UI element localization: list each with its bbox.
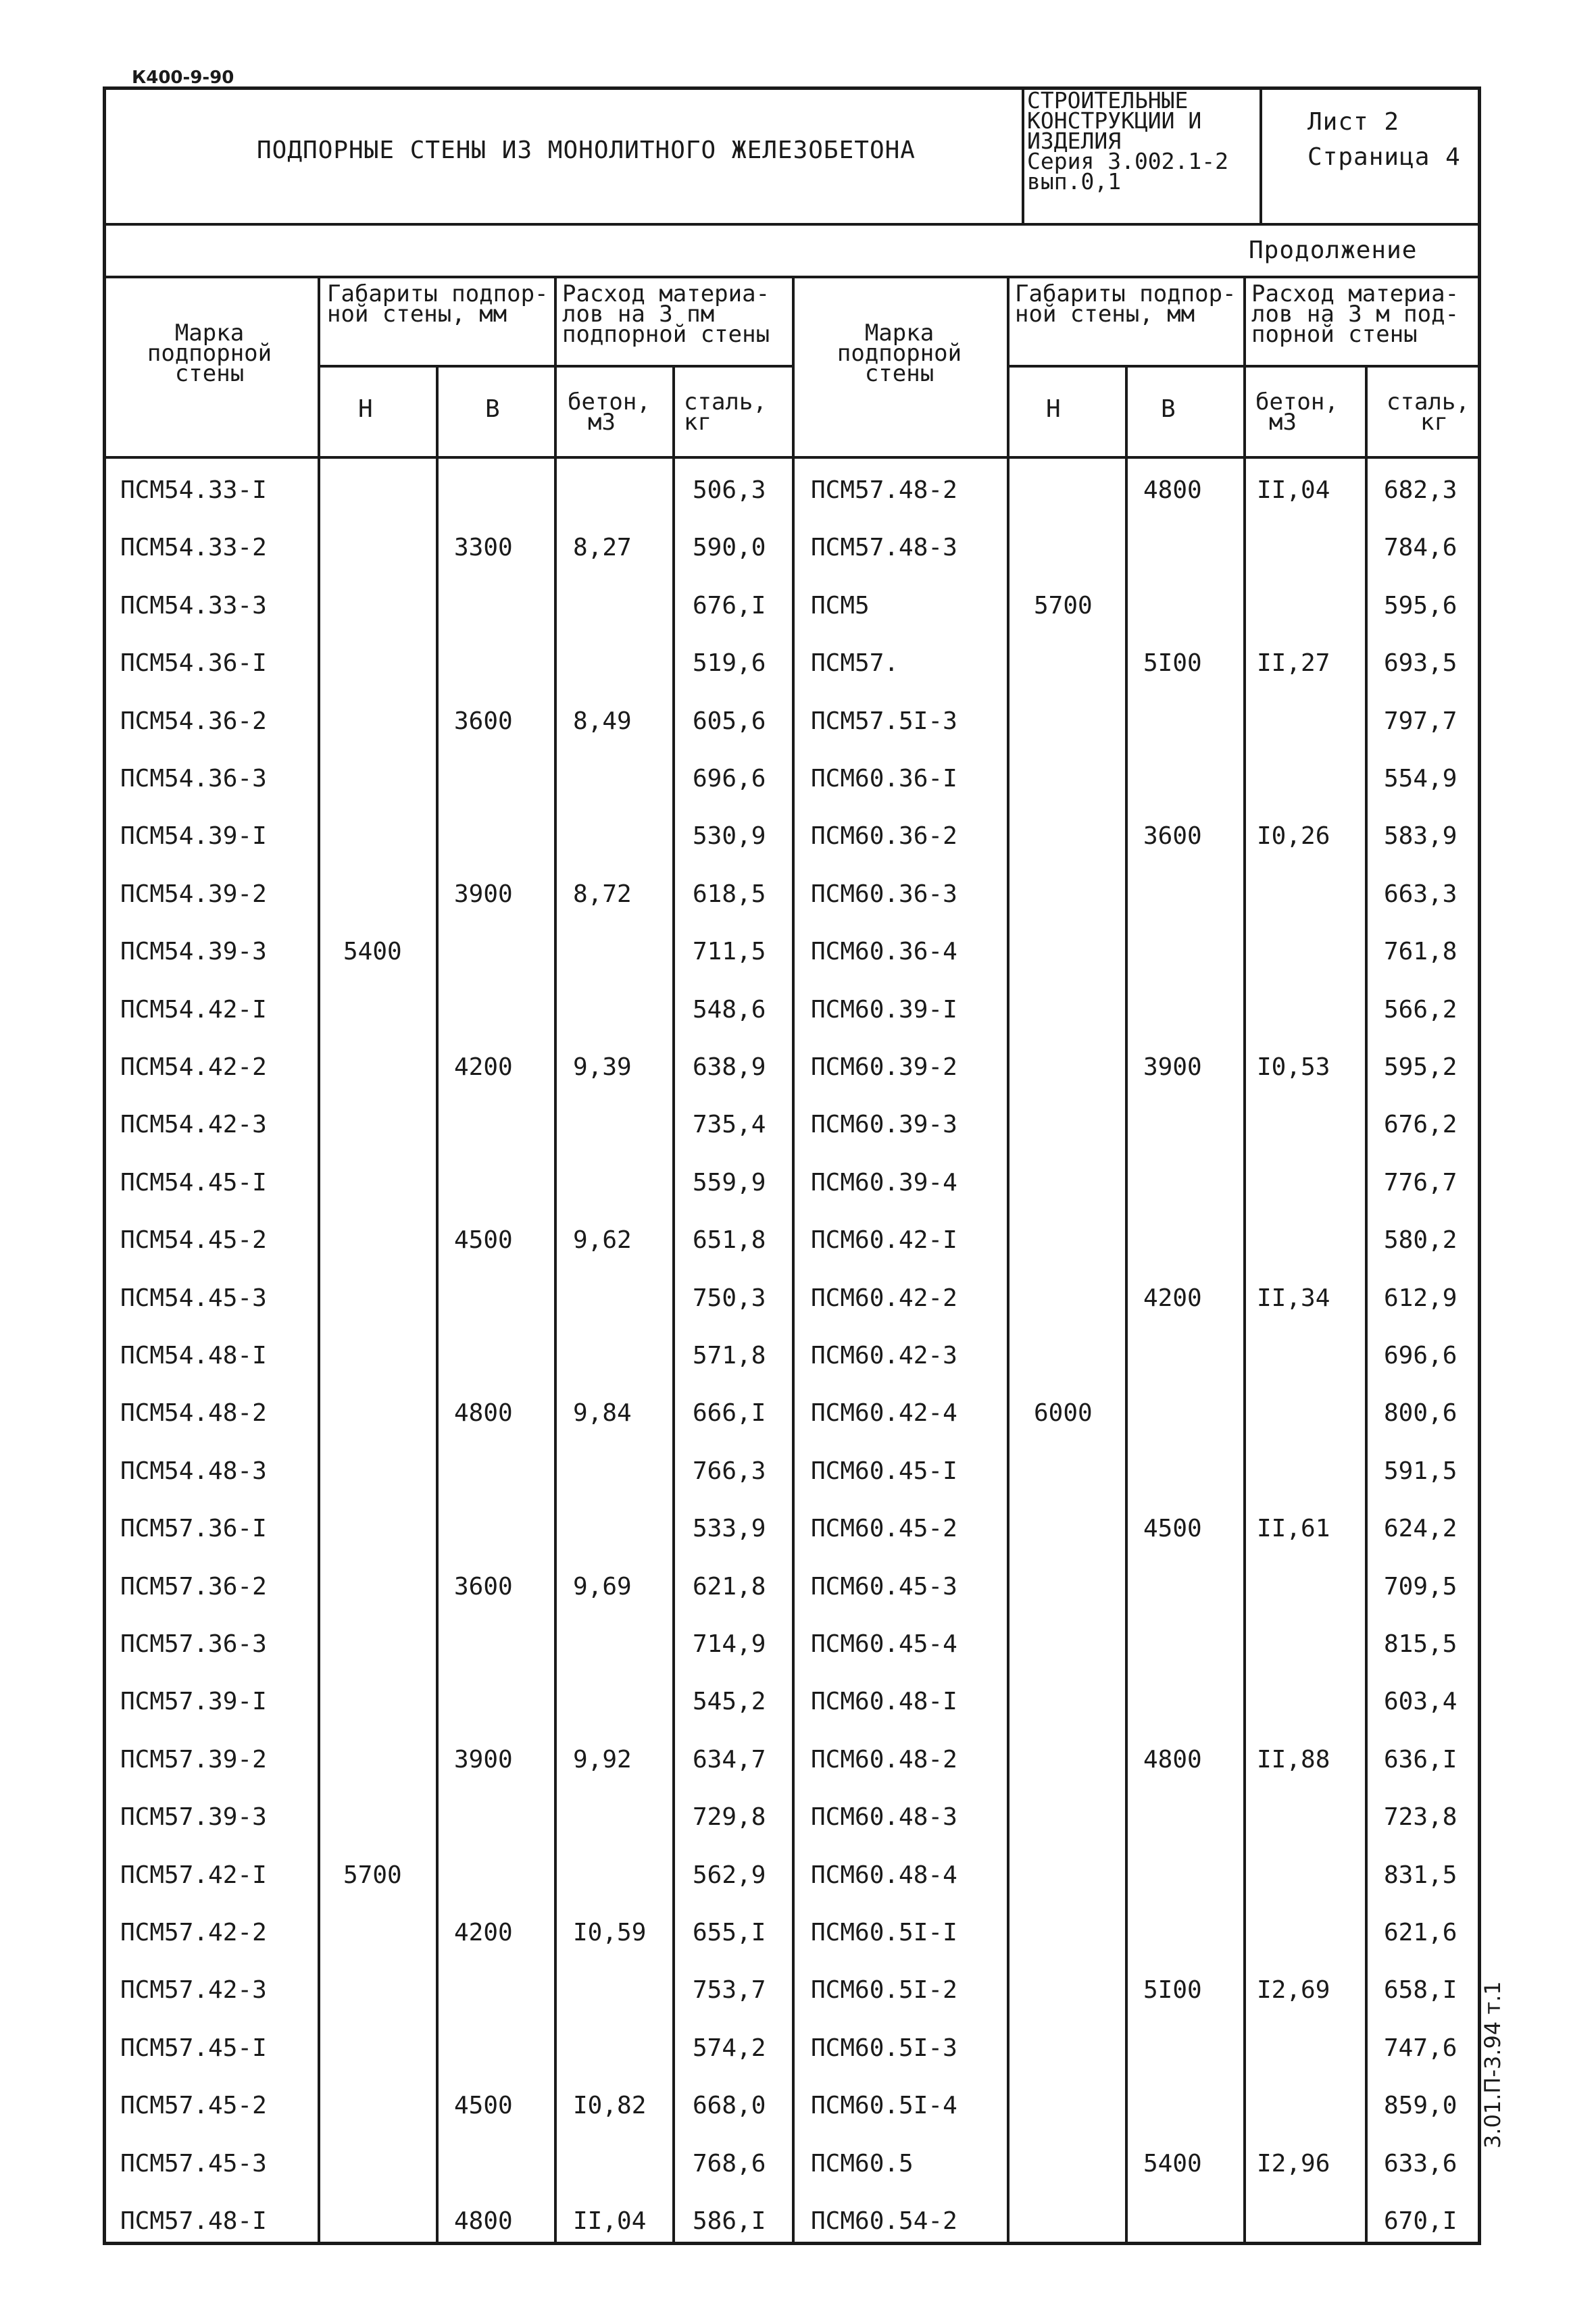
header-text: сталь, (684, 388, 767, 416)
mark-cell: ПСМ57.42-2 (120, 1919, 267, 1946)
mark-cell: ПСМ54.36-I (120, 649, 267, 678)
col-line (1125, 365, 1128, 2243)
col-line (1243, 276, 1246, 2243)
series-line: КОНСТРУКЦИИ И (1027, 107, 1202, 134)
concrete-cell: 8,27 (573, 534, 632, 562)
cons-header-right (1251, 280, 1460, 348)
series-line: СТРОИТЕЛЬНЫЕ (1027, 87, 1189, 114)
concrete-header-right (1255, 388, 1339, 436)
b-cell: 4500 (454, 1226, 513, 1255)
mark-cell: ПСМ57.39-3 (120, 1803, 267, 1832)
col-line (1365, 365, 1368, 2243)
mark-cell: ПСМ60.5I-4 (811, 2092, 957, 2120)
mark-header-right (797, 320, 1001, 387)
mark-cell: ПСМ54.45-3 (120, 1284, 267, 1312)
steel-cell: 624,2 (1384, 1515, 1457, 1543)
b-cell: 4200 (454, 1919, 513, 1946)
mark-cell: ПСМ57.45-I (120, 2034, 267, 2062)
header-text: стены (174, 360, 245, 387)
mark-cell: ПСМ54.48-3 (120, 1457, 267, 1485)
h-cell: 5400 (343, 938, 402, 966)
mark-cell: ПСМ54.39-I (120, 822, 267, 851)
steel-cell: 800,6 (1384, 1399, 1457, 1428)
mark-cell: ПСМ60.45-3 (811, 1572, 957, 1601)
steel-cell: 583,9 (1384, 822, 1457, 851)
steel-cell: 784,6 (1384, 534, 1457, 562)
mark-cell: ПСМ57.36-2 (120, 1572, 267, 1601)
steel-cell: 530,9 (693, 822, 766, 851)
steel-cell: 580,2 (1384, 1226, 1457, 1255)
steel-cell: 506,3 (693, 476, 766, 504)
series-line: ИЗДЕЛИЯ (1027, 128, 1122, 154)
steel-cell: 776,7 (1384, 1168, 1457, 1197)
steel-cell: 714,9 (693, 1630, 766, 1658)
header-text: подпорной (837, 340, 962, 367)
steel-cell: 729,8 (693, 1803, 766, 1832)
steel-header-right (1387, 388, 1470, 436)
header-divider (103, 223, 1481, 226)
b-cell: 4800 (1143, 1745, 1202, 1774)
mark-cell: ПСМ60.45-I (811, 1457, 957, 1485)
mark-cell: ПСМ60.48-I (811, 1688, 957, 1716)
h-cell: 6000 (1034, 1399, 1093, 1428)
mark-cell: ПСМ60.42-4 (811, 1399, 957, 1428)
steel-cell: 651,8 (693, 1226, 766, 1255)
steel-cell: 668,0 (693, 2092, 766, 2120)
mark-cell: ПСМ60.42-2 (811, 1284, 957, 1312)
cons-header-left (562, 280, 770, 348)
mark-cell: ПСМ54.42-3 (120, 1111, 267, 1139)
steel-cell: 603,4 (1384, 1688, 1457, 1716)
mark-cell: ПСМ60.5I-2 (811, 1976, 957, 2005)
header-text: бетон, (1255, 388, 1339, 416)
series-line: вып.0,1 (1027, 168, 1122, 195)
concrete-cell: II,27 (1257, 649, 1330, 678)
steel-cell: 621,8 (693, 1572, 766, 1601)
header-text: кг (1420, 409, 1448, 436)
mark-cell: ПСМ54.36-2 (120, 707, 267, 735)
steel-cell: 618,5 (693, 880, 766, 908)
b-cell: 3600 (1143, 822, 1202, 851)
steel-cell: 595,2 (1384, 1053, 1457, 1081)
col-line (436, 365, 439, 2243)
steel-cell: 533,9 (693, 1515, 766, 1543)
mark-cell: ПСМ60.36-2 (811, 822, 957, 851)
steel-cell: 638,9 (693, 1053, 766, 1081)
steel-cell: 797,7 (1384, 707, 1457, 735)
header-text: бетон, (568, 388, 651, 416)
col-line (318, 276, 320, 2243)
header-text: Расход материа- (562, 280, 770, 307)
mark-cell: ПСМ57.36-I (120, 1515, 267, 1543)
dims-header-left (327, 280, 549, 328)
header-text: ной стены, мм (1015, 301, 1195, 328)
continuation-label: Продолжение (1249, 236, 1418, 264)
mark-cell: ПСМ57.45-2 (120, 2092, 267, 2120)
steel-cell: 693,5 (1384, 649, 1457, 678)
concrete-cell: 9,39 (573, 1053, 632, 1081)
b-cell: 3900 (1143, 1053, 1202, 1081)
mark-cell: ПСМ60.48-3 (811, 1803, 957, 1832)
b-cell: 3600 (454, 1572, 513, 1601)
steel-cell: 590,0 (693, 534, 766, 562)
side-reference-code: 3.01.П-3.94 т.1 (1480, 1981, 1505, 2148)
title-divider (1022, 86, 1024, 224)
header-text: м3 (1269, 409, 1297, 436)
b-cell: 3300 (454, 534, 513, 562)
concrete-cell: 9,62 (573, 1226, 632, 1255)
b-header-left: В (485, 395, 501, 423)
steel-cell: 633,6 (1384, 2149, 1457, 2178)
concrete-cell: 9,84 (573, 1399, 632, 1428)
steel-cell: 766,3 (693, 1457, 766, 1485)
document-code: К400-9-90 (132, 68, 234, 88)
header-text: подпорной стены (562, 321, 770, 348)
header-text: сталь, (1387, 388, 1470, 416)
mark-cell: ПСМ60.42-I (811, 1226, 957, 1255)
mark-cell: ПСМ57.48-2 (811, 476, 957, 504)
sheet-number: Лист 2 (1307, 108, 1400, 136)
steel-cell: 761,8 (1384, 938, 1457, 966)
concrete-cell: I0,82 (573, 2092, 647, 2120)
concrete-cell: I2,96 (1257, 2149, 1330, 2178)
steel-cell: 586,I (693, 2207, 766, 2235)
document-title: ПОДПОРНЫЕ СТЕНЫ ИЗ МОНОЛИТНОГО ЖЕЛЕЗОБЕТОНА (257, 136, 916, 164)
steel-cell: 655,I (693, 1919, 766, 1946)
mark-cell: ПСМ54.33-3 (120, 591, 267, 620)
concrete-cell: II,04 (1257, 476, 1330, 504)
mark-cell: ПСМ54.39-2 (120, 880, 267, 908)
header-text: м3 (588, 409, 616, 436)
concrete-header-left (568, 388, 651, 436)
mark-cell: ПСМ57.48-3 (811, 534, 957, 562)
mark-cell: ПСМ54.33-I (120, 476, 267, 504)
header-text: Марка (864, 320, 934, 347)
concrete-cell: II,34 (1257, 1284, 1330, 1312)
series-block (1027, 87, 1229, 195)
b-cell: 3900 (454, 880, 513, 908)
concrete-cell: 8,72 (573, 880, 632, 908)
b-cell: 4800 (454, 2207, 513, 2235)
col-line (1007, 276, 1009, 2243)
b-cell: 4200 (1143, 1284, 1202, 1312)
steel-cell: 566,2 (1384, 995, 1457, 1024)
steel-cell: 682,3 (1384, 476, 1457, 504)
mark-cell: ПСМ60.39-2 (811, 1053, 957, 1081)
mark-header-left (108, 320, 311, 387)
h-header-left: Н (358, 395, 374, 423)
series-line: Серия 3.002.1-2 (1027, 148, 1229, 174)
steel-cell: 859,0 (1384, 2092, 1457, 2120)
steel-cell: 711,5 (693, 938, 766, 966)
mark-cell: ПСМ57.39-I (120, 1688, 267, 1716)
b-cell: 4800 (454, 1399, 513, 1428)
h-cell: 5700 (1034, 591, 1093, 620)
col-line (554, 276, 557, 2243)
header-text: Расход материа- (1251, 280, 1460, 307)
steel-header-left (684, 388, 767, 436)
steel-cell: 595,6 (1384, 591, 1457, 620)
b-header-right: В (1161, 395, 1176, 423)
concrete-cell: I0,26 (1257, 822, 1330, 851)
mark-cell: ПСМ54.45-2 (120, 1226, 267, 1255)
steel-cell: 591,5 (1384, 1457, 1457, 1485)
mark-cell: ПСМ54.39-3 (120, 938, 267, 966)
mark-cell: ПСМ60.5I-I (811, 1919, 957, 1946)
steel-cell: 676,2 (1384, 1111, 1457, 1139)
header-text: ной стены, мм (327, 301, 507, 328)
concrete-cell: II,88 (1257, 1745, 1330, 1774)
mark-cell: ПСМ54.42-2 (120, 1053, 267, 1081)
mark-cell: ПСМ60.45-2 (811, 1515, 957, 1543)
mark-cell: ПСМ60.5I-3 (811, 2034, 957, 2062)
header-text: порной стены (1251, 321, 1418, 348)
steel-cell: 636,I (1384, 1745, 1457, 1774)
mark-cell: ПСМ54.36-3 (120, 765, 267, 793)
header-text: лов на 3 пм (562, 301, 715, 328)
steel-cell: 696,6 (1384, 1342, 1457, 1369)
sheet-divider (1260, 86, 1262, 224)
steel-cell: 658,I (1384, 1976, 1457, 2005)
steel-cell: 612,9 (1384, 1284, 1457, 1312)
steel-cell: 670,I (1384, 2207, 1457, 2235)
steel-cell: 519,6 (693, 649, 766, 678)
b-cell: 4200 (454, 1053, 513, 1081)
steel-cell: 545,2 (693, 1688, 766, 1716)
header-text: кг (684, 409, 712, 436)
mark-cell: ПСМ57.39-2 (120, 1745, 267, 1774)
b-cell: 4800 (1143, 476, 1202, 504)
mark-cell: ПСМ60.39-4 (811, 1168, 957, 1197)
steel-cell: 548,6 (693, 995, 766, 1024)
mark-cell: ПСМ57.45-3 (120, 2149, 267, 2178)
header-text: лов на 3 м под- (1251, 301, 1460, 328)
dims-header-right (1015, 280, 1237, 328)
mark-cell: ПСМ60.36-3 (811, 880, 957, 908)
mark-cell: ПСМ60.39-I (811, 995, 957, 1024)
mark-cell: ПСМ57.36-3 (120, 1630, 267, 1658)
col-line (792, 276, 795, 2243)
steel-cell: 605,6 (693, 707, 766, 735)
concrete-cell: 8,49 (573, 707, 632, 735)
steel-cell: 562,9 (693, 1861, 766, 1889)
mark-cell: ПСМ54.33-2 (120, 534, 267, 562)
mark-cell: ПСМ60.45-4 (811, 1630, 957, 1658)
header-text: подпорной (147, 340, 272, 367)
b-cell: 5400 (1143, 2149, 1202, 2178)
steel-cell: 815,5 (1384, 1630, 1457, 1658)
steel-cell: 709,5 (1384, 1572, 1457, 1601)
page-number: Страница 4 (1307, 143, 1461, 171)
steel-cell: 621,6 (1384, 1919, 1457, 1946)
mark-cell: ПСМ57.5I-3 (811, 707, 957, 735)
steel-cell: 696,6 (693, 765, 766, 793)
concrete-cell: I0,53 (1257, 1053, 1330, 1081)
header-text: Габариты подпор- (327, 280, 549, 307)
mark-cell: ПСМ60.5 (811, 2149, 914, 2178)
steel-cell: 753,7 (693, 1976, 766, 2005)
mark-cell: ПСМ60.36-4 (811, 938, 957, 966)
h-cell: 5700 (343, 1861, 402, 1889)
mark-cell: ПСМ60.42-3 (811, 1342, 957, 1369)
concrete-cell: II,61 (1257, 1515, 1330, 1543)
mark-cell: ПСМ54.45-I (120, 1168, 267, 1197)
b-cell: 5I00 (1143, 649, 1202, 678)
mark-cell: ПСМ57.42-3 (120, 1976, 267, 2005)
b-cell: 3600 (454, 707, 513, 735)
mark-cell: ПСМ60.54-2 (811, 2207, 957, 2235)
steel-cell: 768,6 (693, 2149, 766, 2178)
steel-cell: 634,7 (693, 1745, 766, 1774)
steel-cell: 676,I (693, 591, 766, 620)
mark-cell: ПСМ57. (811, 649, 899, 678)
mark-cell: ПСМ60.36-I (811, 765, 957, 793)
steel-cell: 663,3 (1384, 880, 1457, 908)
b-cell: 4500 (1143, 1515, 1202, 1543)
steel-cell: 747,6 (1384, 2034, 1457, 2062)
concrete-cell: II,04 (573, 2207, 647, 2235)
concrete-cell: 9,69 (573, 1572, 632, 1601)
col-line (672, 365, 675, 2243)
mark-cell: ПСМ57.48-I (120, 2207, 267, 2235)
h-header-right: Н (1046, 395, 1062, 423)
mark-cell: ПСМ54.48-2 (120, 1399, 267, 1428)
steel-cell: 666,I (693, 1399, 766, 1428)
mark-cell: ПСМ57.42-I (120, 1861, 267, 1889)
mark-cell: ПСМ54.42-I (120, 995, 267, 1024)
steel-cell: 559,9 (693, 1168, 766, 1197)
mark-cell: ПСМ60.48-4 (811, 1861, 957, 1889)
concrete-cell: 9,92 (573, 1745, 632, 1774)
concrete-cell: I2,69 (1257, 1976, 1330, 2005)
header-text: стены (864, 360, 934, 387)
b-cell: 4500 (454, 2092, 513, 2120)
steel-cell: 831,5 (1384, 1861, 1457, 1889)
header-text: Габариты подпор- (1015, 280, 1237, 307)
b-cell: 3900 (454, 1745, 513, 1774)
steel-cell: 571,8 (693, 1342, 766, 1369)
steel-cell: 723,8 (1384, 1803, 1457, 1832)
mark-cell: ПСМ54.48-I (120, 1342, 267, 1369)
mark-cell: ПСМ60.48-2 (811, 1745, 957, 1774)
steel-cell: 554,9 (1384, 765, 1457, 793)
steel-cell: 750,3 (693, 1284, 766, 1312)
mark-cell: ПСМ5 (811, 591, 870, 620)
steel-cell: 735,4 (693, 1111, 766, 1139)
header-text: Марка (174, 320, 245, 347)
mark-cell: ПСМ60.39-3 (811, 1111, 957, 1139)
steel-cell: 574,2 (693, 2034, 766, 2062)
b-cell: 5I00 (1143, 1976, 1202, 2005)
concrete-cell: I0,59 (573, 1919, 647, 1946)
